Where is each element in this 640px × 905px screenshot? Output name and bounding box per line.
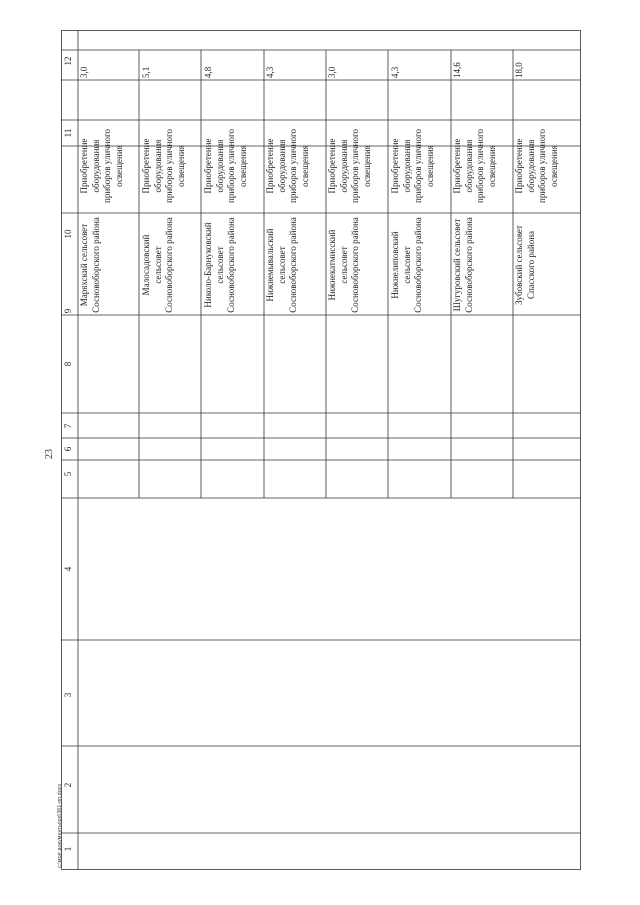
table-cell-amount-7: 14,6	[452, 62, 462, 78]
table-cell-recipient-3: Николо-Барнуковский сельсовет Сосновоборского района	[203, 217, 236, 313]
table-cell-purpose-8: Приобретение оборудования приборов уличного освещения	[514, 129, 559, 203]
table-cell-purpose-3: Приобретение оборудования приборов уличного освещения	[203, 129, 248, 203]
table-cell-purpose-4: Приобретение оборудования приборов уличного освещения	[265, 129, 310, 203]
column-number-6: 6	[63, 446, 73, 452]
table-cell-amount-6: 4,3	[390, 66, 400, 78]
table-cell-recipient-8: Зубовский сельсовет Спасского района	[514, 225, 536, 305]
table-cell-amount-8: 18,0	[514, 62, 524, 78]
footer-file-path: c:\мои документы\pd\361-пп.docx	[57, 783, 63, 868]
column-number-2: 2	[63, 782, 73, 788]
table-cell-recipient-1: Маряхский сельсовет Сосновоборского района	[79, 217, 101, 313]
table-cell-purpose-5: Приобретение оборудования приборов уличного освещения	[327, 129, 372, 203]
table-cell-amount-4: 4,3	[265, 66, 275, 78]
table-cell-recipient-5: Нижнекатмисский сельсовет Сосновоборского района	[327, 217, 360, 313]
column-number-1: 1	[63, 846, 73, 852]
column-number-7: 7	[63, 423, 73, 429]
table-cell-amount-2: 5,1	[141, 66, 151, 78]
table-cell-purpose-6: Приобретение оборудования приборов уличного освещения	[390, 129, 435, 203]
column-number-4: 4	[63, 566, 73, 572]
table-cell-amount-1: 3,0	[79, 66, 89, 78]
column-number-8: 8	[63, 361, 73, 367]
table-cell-amount-5: 3,0	[327, 66, 337, 78]
column-number-11: 11	[63, 128, 73, 138]
table-cell-purpose-1: Приобретение оборудования приборов уличного освещения	[79, 129, 124, 203]
column-number-12: 12	[63, 56, 73, 66]
table-cell-recipient-4: Нижнемывальский сельсовет Сосновоборского района	[265, 217, 298, 313]
table-cell-purpose-7: Приобретение оборудования приборов уличного освещения	[452, 129, 497, 203]
column-number-3: 3	[63, 692, 73, 698]
column-number-5: 5	[63, 471, 73, 477]
table-cell-recipient-6: Нижнелиповский сельсовет Сосновоборского района	[390, 217, 423, 313]
table-cell-recipient-2: Малосадовский сельсовет Сосновоборского района	[141, 217, 174, 313]
page-number: 23	[44, 449, 55, 459]
table-cell-amount-3: 4,8	[203, 66, 213, 78]
column-number-9: 9	[63, 308, 73, 314]
table-cell-recipient-7: Шугуровский сельсовет Сосновоборского района	[452, 217, 474, 313]
rotated-table	[61, 30, 581, 870]
column-number-10: 10	[63, 229, 73, 239]
table-cell-purpose-2: Приобретение оборудования приборов уличного освещения	[141, 129, 186, 203]
